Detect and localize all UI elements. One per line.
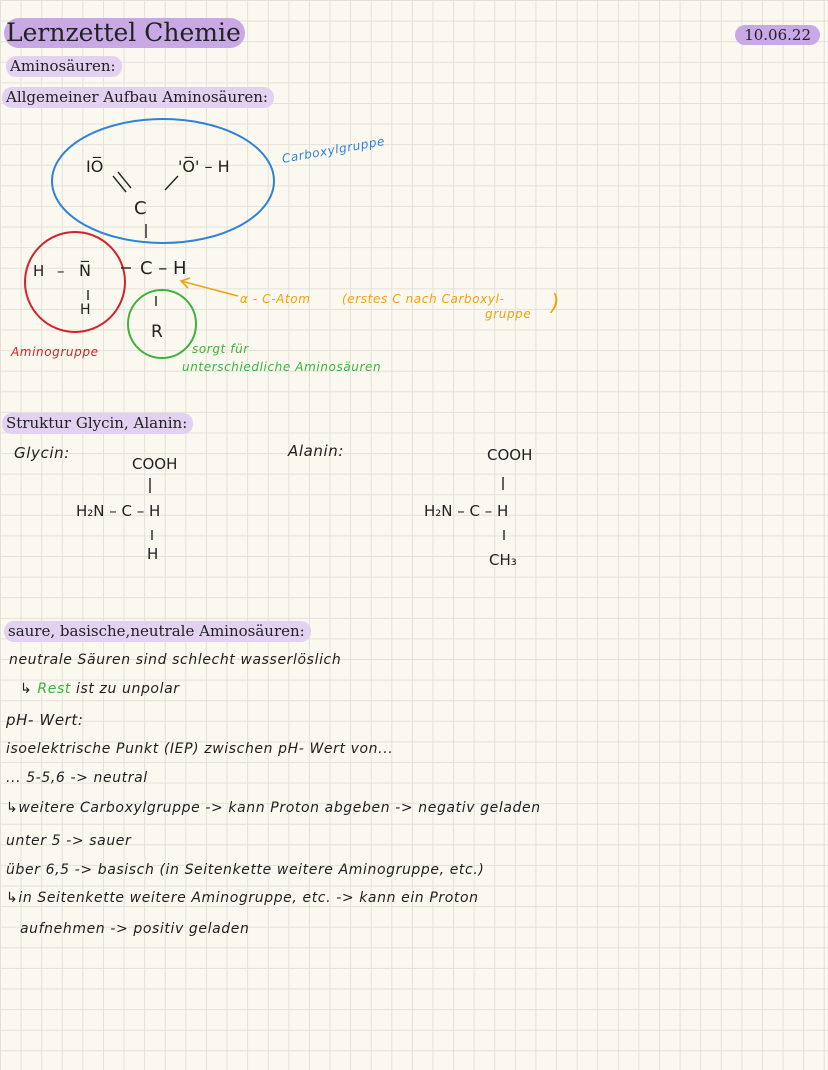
- note-line-4: isoelektrische Punkt (IEP) zwischen pH- Wert von...: [6, 741, 394, 757]
- alpha-note-1: (erstes C nach Carboxyl-: [342, 292, 505, 306]
- glycin-middle: H₂N – C – H: [76, 502, 161, 520]
- rest-note-1: sorgt für: [192, 342, 249, 356]
- alanin-label: Alanin:: [288, 442, 345, 460]
- note-line-1: neutrale Säuren sind schlecht wasserlöslich: [9, 652, 342, 668]
- rest-symbol: R: [151, 322, 163, 342]
- amino-dash: –: [57, 262, 65, 280]
- date-badge: 10.06.22: [735, 25, 820, 45]
- rest-word: Rest: [37, 681, 71, 697]
- note-line-8: über 6,5 -> basisch (in Seitenkette weitere Aminogruppe, etc.): [6, 862, 485, 878]
- alanin-middle: H₂N – C – H: [424, 502, 509, 520]
- alpha-note-2: gruppe: [485, 307, 532, 321]
- nitrogen: N̅: [79, 261, 91, 280]
- page-title: Lernzettel Chemie: [4, 18, 245, 48]
- alanin-bottom: CH₃: [489, 551, 517, 569]
- arrow-glyph: ↳: [20, 681, 33, 697]
- alpha-paren-close: ): [551, 291, 561, 316]
- note-line-9: ↳in Seitenkette weitere Aminogruppe, etc. -> kann ein Proton: [6, 890, 479, 906]
- alpha-carbon: C – H: [140, 258, 187, 279]
- note-line-3: pH- Wert:: [6, 711, 84, 729]
- note-line-7: unter 5 -> sauer: [6, 833, 132, 849]
- glycin-bottom: H: [147, 545, 159, 563]
- amino-hydrogen-left: H: [33, 262, 45, 280]
- heading-general-structure: Allgemeiner Aufbau Aminosäuren:: [2, 87, 274, 108]
- note-line-2-rest: ist zu unpolar: [76, 681, 180, 697]
- carboxyl-label: Carboxylgruppe: [280, 133, 386, 166]
- amino-hydrogen-bottom: H: [80, 302, 91, 318]
- heading-acid-base: saure, basische,neutrale Aminosäuren:: [4, 621, 311, 642]
- amino-label: Aminogruppe: [11, 345, 99, 359]
- amino-circle: [25, 232, 125, 332]
- glycin-label: Glycin:: [14, 444, 70, 462]
- note-line-5: ... 5-5,6 -> neutral: [6, 770, 148, 786]
- alanin-top: COOH: [487, 446, 533, 464]
- note-line-10: aufnehmen -> positiv geladen: [20, 921, 250, 937]
- note-line-2: [20, 681, 180, 697]
- carboxyl-circle: [52, 119, 274, 243]
- oxygen-double: IO̅: [86, 157, 104, 176]
- section-heading-aminosaeuren: Aminosäuren:: [6, 56, 122, 77]
- glycin-top: COOH: [132, 455, 178, 473]
- oxygen-hydroxyl: 'O̅' – H: [178, 157, 230, 176]
- alpha-label: α - C-Atom: [240, 292, 311, 306]
- rest-note-2: unterschiedliche Aminosäuren: [182, 360, 382, 374]
- heading-glycin-alanin: Struktur Glycin, Alanin:: [2, 413, 193, 434]
- note-line-6: ↳weitere Carboxylgruppe -> kann Proton abgeben -> negativ geladen: [6, 800, 541, 816]
- alpha-arrow: [181, 278, 238, 296]
- carboxyl-carbon: C: [134, 198, 147, 219]
